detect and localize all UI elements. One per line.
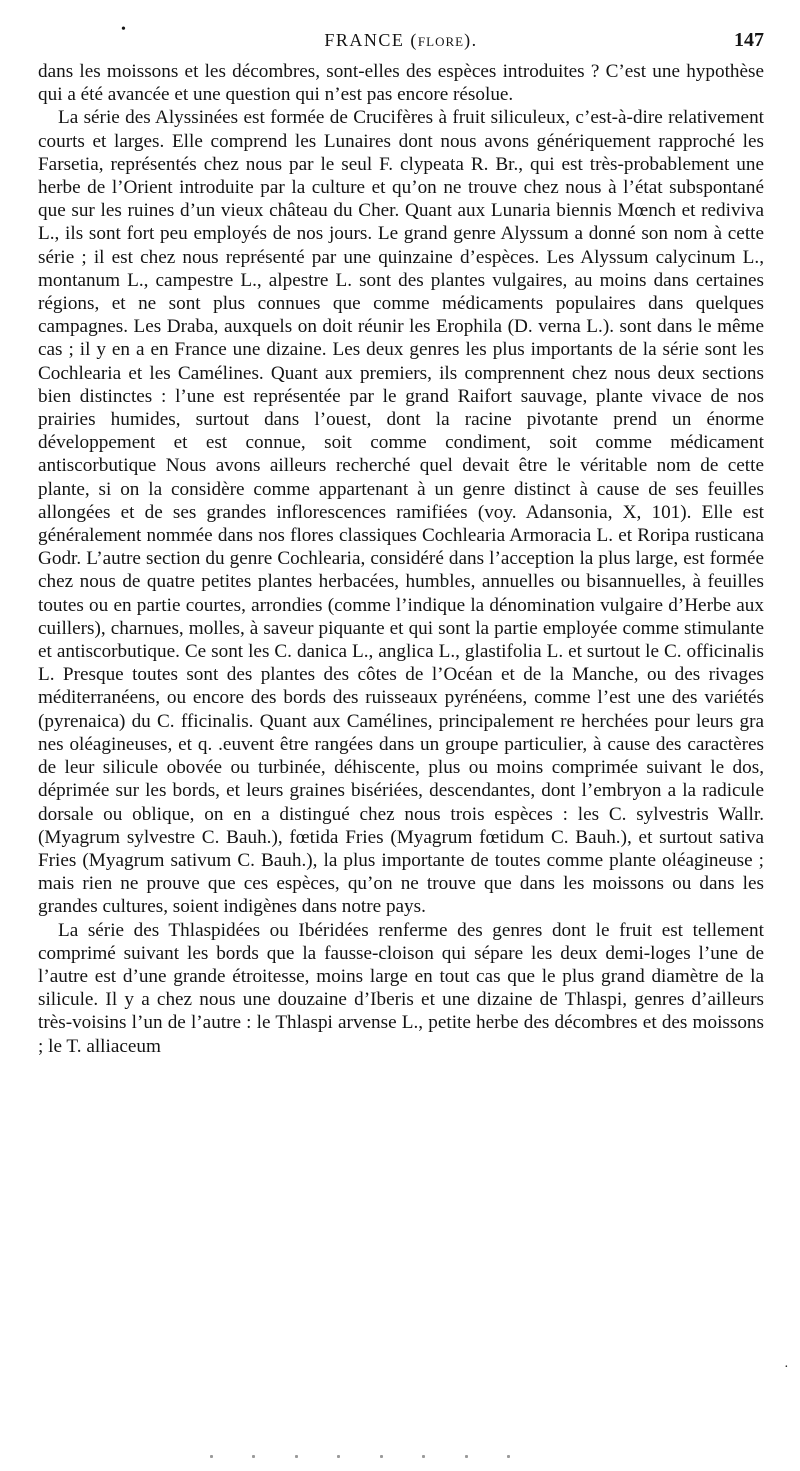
running-head — [38, 0, 764, 60]
paragraph-alyssinees: La série des Alyssinées est formée de Crucifères à fruit siliculeux, c’est-à-dire relativement courts et larges. Elle comprend les Lunaires dont nous avons génériquement rapproché les Farsetia, représentés chez nous par le seul F. clypeata R. Br., qui est très-probablement une herbe de l’Orient introduite par la culture et qu’on ne trouve chez nous à l’état subspontané que sur les ruines d’un vieux château du Cher. Quant aux Lunaria biennis Mœnch et rediviva L., ils sont fort peu employés de nos jours. Le grand genre Alyssum a donné son nom à cette série ; il est chez nous représenté par une quinzaine d’espèces. Les Alyssum calycinum L., montanum L., campestre L., alpestre L. sont des plantes vulgaires, au moins dans certaines régions, et ne sont plus connues que comme médicaments populaires dans quelques campagnes. Les Draba, auxquels on doit réunir les Erophila (D. verna L.). sont dans le même cas ; il y en a en France une dizaine. Les deux genres les plus importants de la série sont les Cochlearia et les Camélines. Quant aux premiers, ils comprennent chez nous deux sections bien distinctes : l’une est représentée par le grand Raifort sauvage, plante vivace de nos prairies humides, surtout dans l’ouest, dont la racine pivotante prend un énorme développement et est connue, soit comme condiment, soit comme médicament antiscorbutique Nous avons ailleurs recherché quel devait être le véritable nom de cette plante, si on la considère comme appartenant à un genre distinct à cause de ses feuilles allongées et de ses grandes inflorescences ramifiées (voy. Adansonia, X, 101). Elle est généralement nommée dans nos flores classiques Cochlearia Armoracia L. et Roripa rusticana Godr. L’autre section du genre Cochlearia, considéré dans l’acception la plus large, est formée chez nous de quatre petites plantes herbacées, humbles, annuelles ou bisannuelles, à feuilles toutes ou en partie courtes, arrondies (comme l’indique la dénomination vulgaire d’Herbe aux cuillers), charnues, molles, à saveur piquante et qui sont la partie employée comme stimulante et antiscorbutique. Ce sont les C. danica L., anglica L., glastifolia L. et surtout le C. officinalis L. Presque toutes sont des plantes des côtes de l’Océan et de la Manche, ou des rivages méditerranéens, ou encore des bords des ruisseaux pyrénéens, comme l’est une des variétés (pyrenaica) du C. fficinalis. Quant aux Camélines, principalement re herchées pour leurs gra nes oléagineuses, et q. .euvent être rangées dans un groupe particulier, à cause des caractères de leur silicule obovée ou turbinée, déhiscente, plus ou moins comprimée suivant le dos, déprimée sur les bords, et leurs graines bisériées, descendantes, dont l’embryon a la radicule dorsale ou oblique, on en a distingué chez nous trois espèces : les C. sylvestris Wallr. (Myagrum sylvestre C. Bauh.), fœtida Fries (Myagrum fœtidum C. Bauh.), et surtout sativa Fries (Myagrum sativum C. Bauh.), la plus importante de toutes comme plante oléagineuse ; mais rien ne prouve que ces espèces, qu’on ne trouve que dans les moissons ou dans les grandes cultures, soient indigènes dans notre pays. — [38, 107, 764, 918]
paragraph-thlaspidees: La série des Thlaspidées ou Ibéridées renferme des genres dont le fruit est tellement comprimé suivant les bords que la fausse-cloison qui sépare les deux demi-loges l’une de l’autre est d’une grande étroitesse, moins large en tout cas que le plus grand diamètre de la silicule. Il y a chez nous une douzaine d’Iberis et une dizaine de Thlaspi, genres d’ailleurs très-voisins l’un de l’autre : le Thlaspi arvense L., petite herbe des décombres et des moissons ; le T. alliaceum — [38, 919, 764, 1057]
page-number: 147 — [734, 29, 764, 51]
book-page — [38, 0, 764, 1058]
header-dot-mark: • — [121, 22, 126, 37]
page-body — [38, 60, 764, 1058]
bottom-bleed-marks — [210, 1455, 510, 1461]
margin-dot-mark: · — [784, 1360, 789, 1375]
paragraph-continued: dans les moissons et les décombres, sont-elles des espèces introduites ? C’est une hypothèse qui a été avancée et une question qui n’est pas encore résolue. — [38, 61, 764, 106]
page-header-title: FRANCE (FLORE). — [324, 30, 478, 50]
